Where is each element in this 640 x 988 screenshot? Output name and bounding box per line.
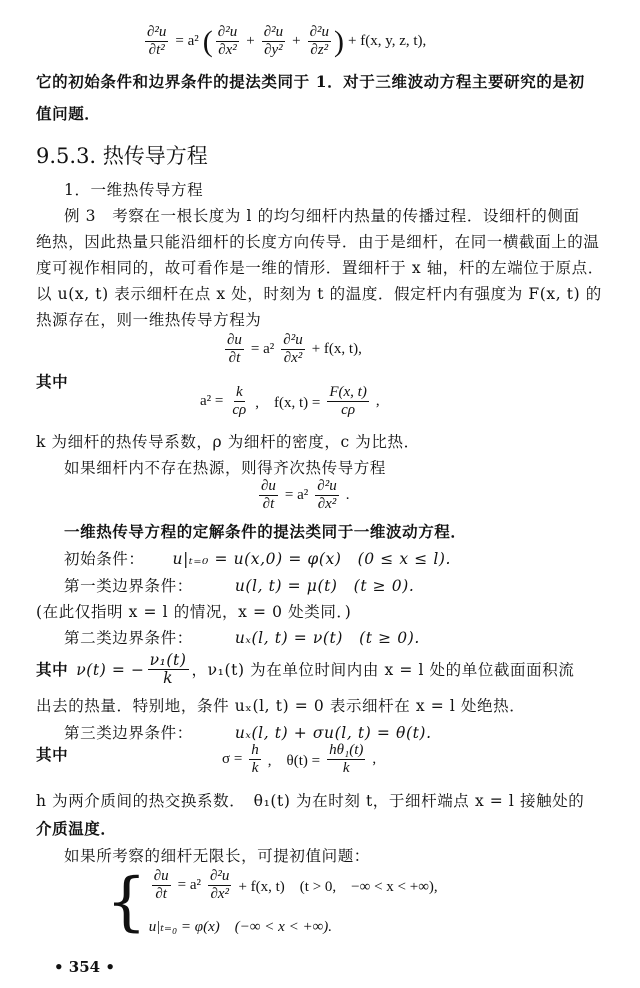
num: ∂²u — [317, 478, 337, 494]
op: σ = — [222, 751, 243, 767]
system-row — [149, 868, 442, 903]
paragraph-line: 如果所考察的细杆无限长，可提初值问题： — [64, 847, 370, 865]
num: ∂²u — [283, 332, 303, 348]
paragraph-line: 它的初始条件和边界条件的提法类同于 1．对于三维波动方程主要研究的是初 — [36, 72, 585, 91]
brace: { — [106, 865, 147, 939]
paragraph-line: 例 3 考察在一根长度为 l 的均匀细杆内热量的传播过程．设细杆的侧面 — [64, 207, 580, 225]
op: = a² — [175, 33, 199, 49]
initial-value-problem-system — [106, 865, 442, 939]
paragraph-line: 一维热传导方程的定解条件的提法类同于一维波动方程． — [64, 522, 467, 541]
den: ∂y² — [264, 42, 283, 58]
num: ∂u — [227, 332, 242, 348]
op: + — [292, 33, 301, 49]
num: ν₁(t) — [149, 651, 187, 669]
paragraph-line: 以 u(x, t) 表示细杆在点 x 处，时刻为 t 的温度．假定杆内有强度为 F(x, t) 的 — [36, 285, 602, 303]
formula: ν(t) = − — [76, 660, 145, 679]
num: ∂²u — [210, 868, 230, 884]
subsection-heading: 1．一维热传导方程 — [64, 181, 204, 199]
paragraph-line: 度可视作相同的，故可看作是一维的情形．置细杆于 x 轴，杆的左端位于原点． — [36, 259, 604, 277]
equation-third-kind-coefficients — [218, 742, 380, 777]
den: ∂x² — [210, 886, 230, 902]
num: ∂²u — [147, 24, 167, 40]
formula: u(l, t) = μ(t) (t ≥ 0). — [234, 577, 415, 595]
num: ∂²u — [263, 24, 284, 40]
op: + f(x, t), — [311, 341, 362, 357]
op: + — [246, 33, 255, 49]
label: 初始条件： — [64, 550, 145, 568]
den: k — [251, 760, 259, 776]
boundary-condition-1 — [64, 576, 414, 596]
system-row — [149, 915, 442, 936]
equation-3d-wave — [142, 24, 430, 59]
paragraph-line: 其中 — [36, 745, 69, 764]
paragraph-line: 其中 — [36, 372, 69, 391]
num: h — [251, 742, 259, 758]
label: 第一类边界条件： — [64, 577, 193, 595]
num: ∂²u — [309, 24, 329, 40]
op: , θ(t) = — [267, 753, 321, 769]
op: , f(x, t) = — [255, 395, 321, 411]
den: ∂x² — [218, 42, 237, 58]
paren: ( — [202, 24, 213, 58]
text: ，ν₁(t) 为在单位时间内由 x = l 处的单位截面面积流 — [191, 660, 575, 679]
formula: u|ₜ₌₀ = φ(x) (−∞ < x < +∞). — [148, 919, 333, 935]
equation-homogeneous-heat — [256, 478, 353, 513]
label: 第二类边界条件： — [64, 629, 193, 647]
formula: u|ₜ₌₀ = u(x,0) = φ(x) (0 ≤ x ≤ l). — [172, 550, 452, 568]
num: ∂u — [153, 868, 169, 884]
den: ∂t — [262, 496, 275, 512]
num: ∂²u — [217, 24, 238, 40]
num: hθ₁(t) — [329, 742, 364, 758]
formula: uₓ(l, t) = ν(t) (t ≥ 0). — [234, 629, 420, 647]
op: , — [375, 393, 380, 409]
num: k — [235, 384, 243, 400]
op: a² = — [200, 393, 224, 409]
page-number: • 354 • — [54, 958, 115, 976]
op: + f(x, y, z, t), — [348, 33, 427, 49]
op: = a² — [250, 341, 275, 357]
den: ∂x² — [283, 350, 303, 366]
num: ∂u — [261, 478, 276, 494]
boundary-condition-2 — [64, 628, 420, 648]
initial-condition — [64, 549, 451, 569]
paragraph-line: 热源存在，则一维热传导方程为 — [36, 311, 262, 329]
den: ∂t — [155, 886, 167, 902]
paren: ) — [334, 24, 344, 58]
formula: uₓ(l, t) + σu(l, t) = θ(t). — [234, 724, 432, 742]
paragraph-line: (在此仅指明 x = l 的情况，x = 0 处类同．) — [36, 603, 352, 621]
den: k — [342, 760, 350, 776]
paragraph-line: 值问题． — [36, 104, 101, 123]
boundary-condition-3 — [64, 723, 432, 743]
op: + f(x, t) (t > 0, −∞ < x < +∞), — [238, 879, 438, 895]
den: cρ — [232, 402, 247, 418]
den: ∂x² — [317, 496, 337, 512]
paragraph-line: 出去的热量．特别地，条件 uₓ(l, t) = 0 表示细杆在 x = l 处绝热． — [36, 697, 526, 715]
label: 其中 — [36, 659, 69, 679]
equation-heat — [222, 332, 366, 367]
den: ∂z² — [310, 42, 329, 58]
paragraph-line: 如果细杆内不存在热源，则得齐次热传导方程 — [64, 459, 387, 477]
den: ∂t — [228, 350, 241, 366]
paragraph-line: k 为细杆的热传导系数，ρ 为细杆的密度，c 为比热． — [36, 433, 420, 451]
den: ∂t² — [148, 42, 165, 58]
paragraph-line — [36, 652, 574, 687]
equation-coefficients — [196, 384, 384, 419]
label: 第三类边界条件： — [64, 724, 193, 742]
op: . — [345, 487, 350, 503]
op: , — [372, 751, 377, 767]
num: F(x, t) — [329, 384, 367, 400]
op: = a² — [284, 487, 309, 503]
paragraph-line: h 为两介质间的热交换系数． θ₁(t) 为在时刻 t，于细杆端点 x = l 接触处的 — [36, 792, 585, 810]
paragraph-line: 介质温度． — [36, 819, 117, 838]
op: = a² — [177, 877, 202, 893]
section-heading: 9.5.3. 热传导方程 — [36, 144, 208, 168]
paragraph-line: 绝热，因此热量只能沿细杆的长度方向传导．由于是细杆，在同一横截面上的温 — [36, 233, 600, 251]
den: cρ — [341, 402, 356, 418]
den: k — [163, 669, 174, 687]
